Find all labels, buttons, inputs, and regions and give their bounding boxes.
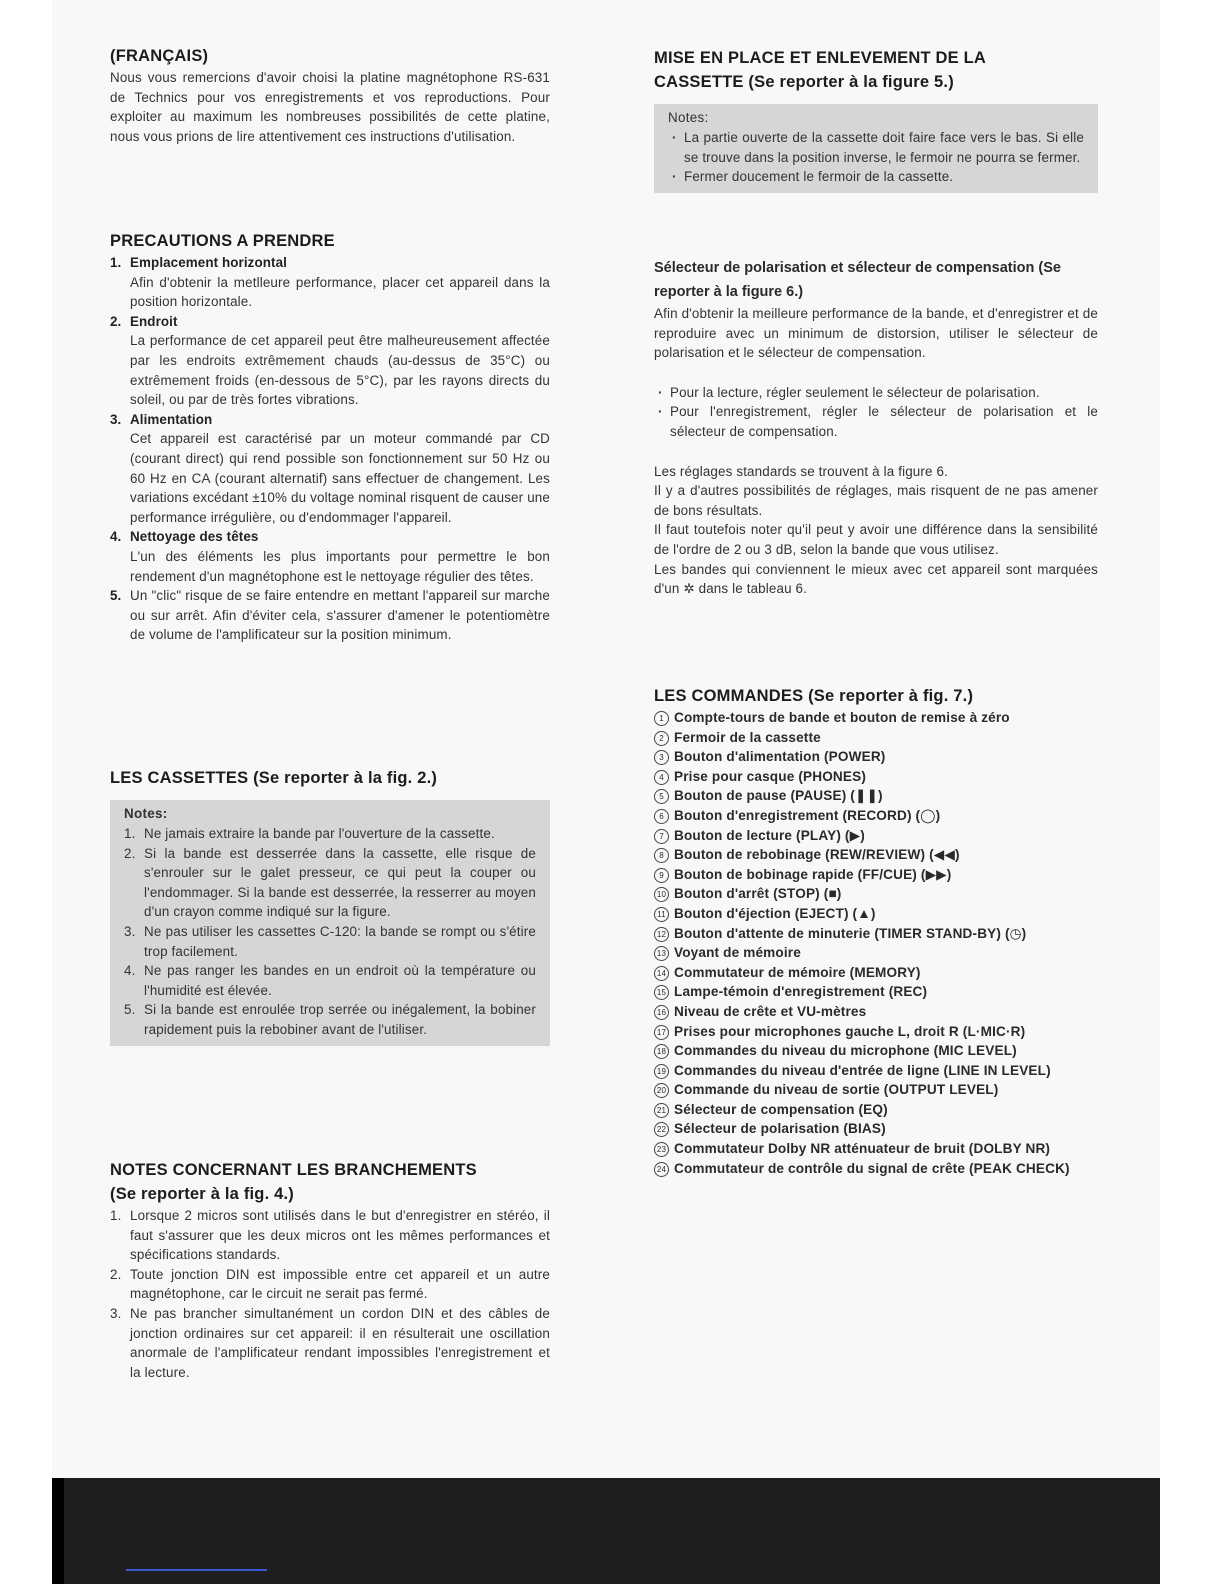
precautions-section (110, 229, 550, 645)
cassette-note-number: 2. (124, 845, 136, 861)
commande-text: Commandes du niveau du microphone (MIC LEVEL) (674, 1043, 1017, 1059)
commande-number-icon: 15 (654, 985, 669, 1000)
commande-item (654, 747, 1098, 767)
commande-item (654, 1022, 1098, 1042)
precaution-text: L'un des éléments les plus importants pour permettre le bon rendement d'un magnétophone est le nettoyage régulier des têtes. (130, 548, 550, 584)
commande-number-icon: 13 (654, 946, 669, 961)
commande-item (654, 826, 1098, 846)
commande-text: Bouton d'arrêt (STOP) (■) (674, 886, 842, 902)
precaution-item (110, 586, 550, 645)
commande-text: Commutateur de mémoire (MEMORY) (674, 964, 921, 980)
branchements-list (110, 1206, 550, 1382)
commande-text: Sélecteur de compensation (EQ) (674, 1101, 888, 1117)
mise-title-line1: MISE EN PLACE ET ENLEVEMENT DE LA (654, 49, 987, 67)
commande-item (654, 1061, 1098, 1081)
cassettes-title-text: LES CASSETTES (110, 769, 249, 787)
commande-number-icon: 22 (654, 1122, 669, 1137)
precaution-item (110, 312, 550, 410)
commandes-section (654, 684, 1098, 1178)
branchement-text: Ne pas brancher simultanément un cordon DIN et des câbles de jonction ordinaires sur cet appareil: il en résulterait une oscillation anormale de l'amplificateur rendant impossibles l'enregistrement et la lecture. (130, 1305, 550, 1380)
commande-text: Commande du niveau de sortie (OUTPUT LEVEL) (674, 1082, 999, 1098)
commande-number-icon: 21 (654, 1103, 669, 1118)
commande-text: Bouton de rebobinage (REW/REVIEW) (◀◀) (674, 847, 960, 863)
branchements-section (110, 1158, 550, 1382)
cassette-note-number: 5. (124, 1002, 136, 1018)
commande-number-icon: 7 (654, 829, 669, 844)
commande-number-icon: 11 (654, 907, 669, 922)
cassette-note (124, 1000, 536, 1039)
precaution-text: La performance de cet appareil peut être malheureusement affectée par les endroits extrêmement chauds (au-dessus de 35°C) ou extrêmement froids (en-dessous de 5°C), par les rayons directs du soleil, ou par de très fortes vibrations. (130, 333, 550, 408)
cassette-note-text: Ne pas ranger les bandes en un endroit où la température ou l'humidité est élevée. (144, 963, 536, 998)
precaution-item (110, 410, 550, 528)
commande-item (654, 1139, 1098, 1159)
commande-text: Niveau de crête et VU-mètres (674, 1003, 867, 1019)
commande-text: Voyant de mémoire (674, 945, 801, 961)
cassettes-notes-list (124, 824, 536, 1040)
selecteur-section (654, 256, 1098, 599)
commande-text: Compte-tours de bande et bouton de remise à zéro (674, 710, 1010, 725)
branchements-ref: (Se reporter à la fig. 4.) (110, 1185, 295, 1203)
precautions-title: PRECAUTIONS A PRENDRE (110, 232, 335, 250)
francais-text: Nous vous remercions d'avoir choisi la platine magnétophone RS-631 de Technics pour vos enregistrements et vos reproductions. Pour exploiter au maximum les nombreuses possibilités de cette platine, nous vous prions de lire attentivement ces instructions d'utilisation. (110, 70, 550, 144)
commande-item (654, 845, 1098, 865)
cassettes-ref: (Se reporter à la fig. 2.) (253, 769, 438, 787)
precaution-title: Alimentation (130, 411, 213, 427)
mise-note: · La partie ouverte de la cassette doit faire face vers le bas. Si elle se trouve dans la position inverse, le fermoir ne pourra se fermer. (668, 128, 1084, 167)
commande-item (654, 865, 1098, 885)
precaution-item (110, 527, 550, 586)
selecteur-para3: Il faut toutefois noter qu'il peut y avoir une différence dans la sensibilité de l'ordre de 2 ou 3 dB, selon la bande que vous utilisez. (654, 522, 1098, 557)
branchement-text: Toute jonction DIN est impossible entre cet appareil et un autre magnétophone, car le circuit ne serait pas fermé. (130, 1266, 550, 1302)
precaution-title: Emplacement horizontal (130, 255, 287, 270)
commande-text: Bouton d'enregistrement (RECORD) (◯) (674, 807, 941, 823)
commande-item (654, 1159, 1098, 1179)
commande-number-icon: 6 (654, 809, 669, 824)
cassette-note-text: Ne jamais extraire la bande par l'ouverture de la cassette. (144, 826, 495, 841)
precaution-number: 3. (110, 411, 122, 427)
commande-number-icon: 12 (654, 927, 669, 942)
selecteur-bullets (654, 383, 1098, 442)
cassette-note-number: 3. (124, 923, 136, 939)
mise-note: · Fermer doucement le fermoir de la cassette. (668, 167, 1084, 187)
branchement-number: 2. (110, 1266, 122, 1282)
branchement-item (110, 1304, 550, 1382)
selecteur-bullet: · Pour la lecture, régler seulement le sélecteur de polarisation. (654, 383, 1098, 403)
commande-number-icon: 8 (654, 848, 669, 863)
commandes-ref: (Se reporter à fig. 7.) (808, 687, 974, 705)
commande-text: Sélecteur de polarisation (BIAS) (674, 1121, 886, 1137)
commande-item (654, 1002, 1098, 1022)
selecteur-para1: Les réglages standards se trouvent à la figure 6. (654, 463, 948, 479)
precautions-list (110, 253, 550, 645)
cassette-note (124, 844, 536, 922)
commande-item (654, 982, 1098, 1002)
commandes-title-text: LES COMMANDES (654, 687, 804, 705)
cassettes-title (110, 766, 550, 790)
commandes-title (654, 684, 1098, 708)
mise-section (654, 46, 1098, 193)
branchement-number: 3. (110, 1305, 122, 1321)
commande-text: Fermoir de la cassette (674, 729, 821, 745)
cassette-note-text: Ne pas utiliser les cassettes C-120: la bande se rompt ou s'étire trop facilement. (144, 923, 536, 959)
commande-text: Commandes du niveau d'entrée de ligne (LINE IN LEVEL) (674, 1062, 1051, 1078)
mise-title-line2 (654, 70, 1098, 94)
precaution-text: Un "clic" risque de se faire entendre en mettant l'appareil sur marche ou sur arrêt. Afin d'éviter cela, s'assurer d'amener le potentiomètre de volume de l'amplificateur sur la position minimum. (130, 588, 550, 643)
commande-number-icon: 10 (654, 887, 669, 902)
precaution-number: 4. (110, 529, 122, 545)
commande-number-icon: 18 (654, 1044, 669, 1059)
commande-item (654, 728, 1098, 748)
commande-text: Bouton d'éjection (EJECT) (▲) (674, 905, 876, 921)
selecteur-title: Sélecteur de polarisation et sélecteur de compensation (Se reporter à la figure 6.) (654, 260, 1061, 300)
commande-number-icon: 17 (654, 1025, 669, 1040)
commande-item (654, 963, 1098, 983)
branchements-title: NOTES CONCERNANT LES BRANCHEMENTS (110, 1161, 477, 1179)
cassettes-section (110, 766, 550, 1046)
cassette-note-number: 1. (124, 826, 136, 841)
precaution-title: Nettoyage des têtes (130, 529, 259, 545)
commande-text: Bouton d'alimentation (POWER) (674, 749, 886, 765)
commande-number-icon: 16 (654, 1005, 669, 1020)
precaution-title: Endroit (130, 313, 178, 329)
branchement-number: 1. (110, 1208, 122, 1223)
cassette-note (124, 824, 536, 844)
branchement-text: Lorsque 2 micros sont utilisés dans le but d'enregistrer en stéréo, il faut s'assurer que les deux micros ont les mêmes performances et spécifications standards. (130, 1208, 550, 1263)
commande-number-icon: 5 (654, 789, 669, 804)
selecteur-bullet: · Pour l'enregistrement, régler le sélecteur de polarisation et le sélecteur de compensation. (654, 402, 1098, 441)
commande-text: Commutateur Dolby NR atténuateur de bruit (DOLBY NR) (674, 1141, 1051, 1157)
cassette-note-text: Si la bande est desserrée dans la cassette, elle risque de s'enrouler sur le galet presseur, ce qui peut la couper ou l'endommager. Si la bande est desserrée, la resserrer au moyen d'un crayon comme indiqué sur la figure. (144, 845, 536, 920)
cassette-note-text: Si la bande est enroulée trop serrée ou inégalement, la bobiner rapidement puis la rebobiner avant de l'utiliser. (144, 1002, 536, 1037)
commande-text: Commutateur de contrôle du signal de crête (PEAK CHECK) (674, 1160, 1070, 1176)
commande-text: Bouton de pause (PAUSE) (❚❚) (674, 788, 883, 804)
commande-number-icon: 4 (654, 770, 669, 785)
mise-title-cassette: CASSETTE (654, 73, 744, 91)
cassettes-notes-box (110, 800, 550, 1046)
precaution-number: 5. (110, 588, 122, 604)
precaution-text: Afin d'obtenir la metlleure performance, placer cet appareil dans la position horizontale. (130, 274, 550, 310)
commande-number-icon: 20 (654, 1083, 669, 1098)
precaution-number: 2. (110, 313, 122, 329)
selecteur-para2: Il y a d'autres possibilités de réglages, mais risquent de ne pas amener de bons résultats. (654, 483, 1098, 518)
commande-text: Lampe-témoin d'enregistrement (REC) (674, 984, 928, 1000)
commande-number-icon: 23 (654, 1142, 669, 1157)
commande-text: Bouton de bobinage rapide (FF/CUE) (▶▶) (674, 866, 952, 882)
commande-text: Bouton d'attente de minuterie (TIMER STAND-BY) (◷) (674, 925, 1027, 941)
cassette-note (124, 961, 536, 1000)
commande-item (654, 1119, 1098, 1139)
commande-item (654, 1080, 1098, 1100)
commande-item (654, 1041, 1098, 1061)
commande-number-icon: 1 (654, 711, 669, 726)
commande-number-icon: 2 (654, 731, 669, 746)
precaution-text: Cet appareil est caractérisé par un moteur commandé par CD (courant direct) qui rend possible son fonctionnement sur 50 Hz ou 60 Hz en CA (courant alternatif) sans effectuer de changement. Les variations excédant ±10% du voltage nominal risquent de causer une performance irrégulière, ou d'endommager l'appareil. (130, 431, 550, 525)
branchement-item (110, 1206, 550, 1265)
commande-item (654, 806, 1098, 826)
commande-text: Prise pour casque (PHONES) (674, 768, 866, 784)
commande-item (654, 924, 1098, 944)
underline-mark (126, 1569, 267, 1571)
commande-number-icon: 24 (654, 1162, 669, 1177)
commande-number-icon: 3 (654, 750, 669, 765)
commande-text: Prises pour microphones gauche L, droit R (L·MIC·R) (674, 1023, 1026, 1039)
mise-notes-box (654, 104, 1098, 193)
commandes-list (654, 708, 1098, 1178)
francais-title: (FRANÇAIS) (110, 47, 209, 65)
commande-item (654, 786, 1098, 806)
commande-item (654, 884, 1098, 904)
cassette-note (124, 922, 536, 961)
precaution-number: 1. (110, 255, 122, 270)
commande-item (654, 708, 1098, 728)
mise-ref: (Se reporter à la figure 5.) (748, 73, 954, 91)
commande-number-icon: 9 (654, 868, 669, 883)
selecteur-para4: Les bandes qui conviennent le mieux avec cet appareil sont marquées d'un ✲ dans le tableau 6. (654, 561, 1098, 597)
commande-item (654, 904, 1098, 924)
commande-number-icon: 19 (654, 1064, 669, 1079)
francais-section (110, 44, 550, 146)
commande-item (654, 767, 1098, 787)
precaution-item (110, 253, 550, 312)
commande-item (654, 943, 1098, 963)
cassettes-notes-label: Notes: (124, 806, 168, 821)
cassette-note-number: 4. (124, 963, 136, 979)
commande-item (654, 1100, 1098, 1120)
branchement-item (110, 1265, 550, 1304)
mise-notes-label: Notes: (668, 110, 709, 125)
commande-text: Bouton de lecture (PLAY) (▶) (674, 827, 865, 843)
mise-notes-list (668, 128, 1084, 187)
selecteur-text: Afin d'obtenir la meilleure performance de la bande, et d'enregistrer et de reproduire avec un minimum de distorsion, utiliser le sélecteur de polarisation et le sélecteur de compensation. (654, 306, 1098, 361)
commande-number-icon: 14 (654, 966, 669, 981)
